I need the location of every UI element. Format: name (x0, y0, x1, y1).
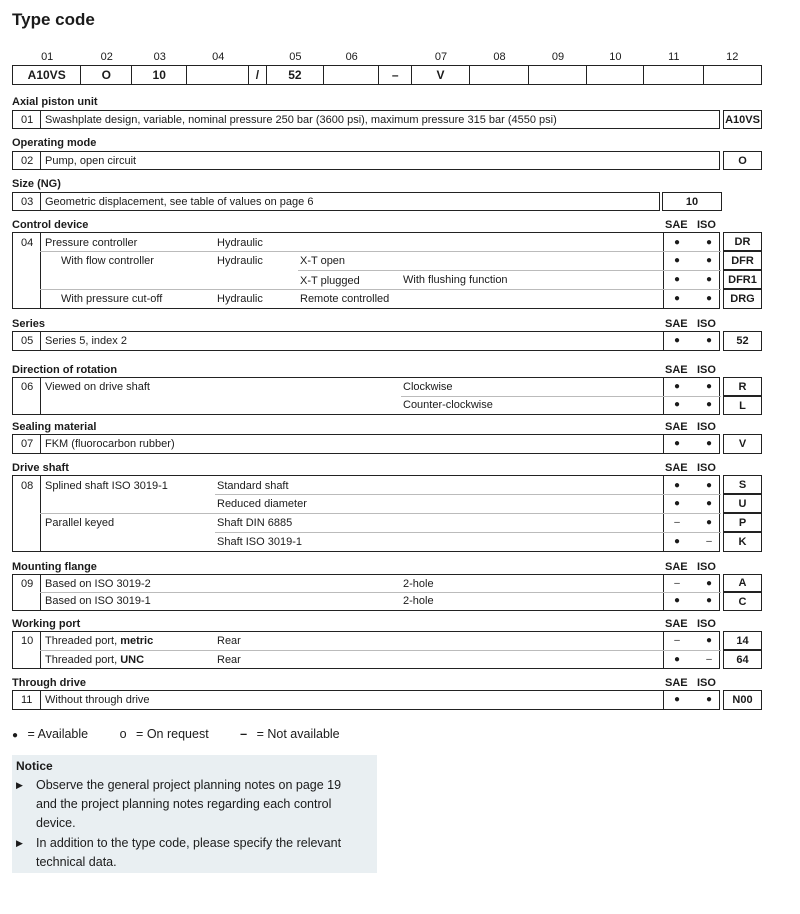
col-sae: SAE (665, 561, 688, 573)
shaft-a: Parallel keyed (45, 517, 115, 529)
row-num: 08 (21, 480, 34, 492)
rotation-desc: Viewed on drive shaft (45, 381, 150, 393)
port-a-text: Threaded port, (45, 635, 121, 647)
type-code-cell: A10VS (13, 66, 81, 84)
section-title-sealing: Sealing material (12, 421, 97, 433)
col-sae: SAE (665, 677, 688, 689)
sae-mark: ● (673, 255, 681, 266)
code-box-series: 52 (723, 331, 762, 351)
series-desc: Series 5, index 2 (45, 335, 127, 347)
iso-mark: ● (705, 517, 713, 528)
axial-desc: Swashplate design, variable, nominal pressure 250 bar (3600 psi), maximum pressure 315 bar (4550 psi) (45, 114, 557, 126)
type-code-cell (324, 66, 379, 84)
sae-mark: ● (673, 498, 681, 509)
code-box-n00: N00 (723, 690, 762, 710)
iso-mark: – (706, 536, 712, 547)
port-b: Rear (217, 635, 241, 647)
shaft-table (12, 475, 720, 552)
type-code-cell: – (379, 66, 412, 84)
sae-mark: ● (673, 293, 681, 304)
row-num: 01 (21, 114, 34, 126)
section-title-rotation: Direction of rotation (12, 364, 118, 376)
iso-mark: ● (705, 335, 713, 346)
sae-mark: – (674, 517, 680, 528)
page-title: Type code (12, 10, 95, 29)
code-box-k: K (723, 532, 762, 552)
section-title-flange: Mounting flange (12, 561, 97, 573)
code-box-a: A (723, 574, 762, 592)
legend-request-symbol: o (119, 727, 127, 741)
position-number: 08 (493, 51, 506, 63)
row-num: 03 (21, 196, 34, 208)
code-box-64: 64 (723, 650, 762, 669)
position-number: 04 (212, 51, 225, 63)
type-code-cell: / (249, 66, 267, 84)
control-b: Hydraulic (217, 293, 263, 305)
section-title-opmode: Operating mode (12, 137, 97, 149)
series-row (12, 331, 720, 351)
sae-mark: ● (673, 694, 681, 705)
col-sae: SAE (665, 219, 688, 231)
port-table (12, 631, 720, 669)
type-code-cell (587, 66, 644, 84)
size-row (12, 192, 660, 211)
port-a-text: Threaded port, (45, 654, 121, 666)
rotation-option: Counter-clockwise (403, 399, 493, 411)
legend-na: = Not available (256, 727, 340, 741)
through-row (12, 690, 720, 710)
col-iso: ISO (697, 421, 716, 433)
position-number: 09 (551, 51, 565, 63)
code-box-drg: DRG (723, 289, 762, 309)
type-code-cell (644, 66, 704, 84)
sae-mark: ● (673, 536, 681, 547)
sealing-row (12, 434, 720, 454)
col-iso: ISO (697, 561, 716, 573)
sae-mark: ● (673, 438, 681, 449)
iso-mark: ● (705, 399, 713, 410)
flange-a: Based on ISO 3019-1 (45, 595, 151, 607)
flange-c: 2-hole (403, 595, 434, 607)
iso-mark: ● (705, 293, 713, 304)
sae-mark: ● (673, 335, 681, 346)
legend-available-symbol: ● (12, 730, 19, 741)
flange-c: 2-hole (403, 578, 434, 590)
code-box-u: U (723, 494, 762, 513)
position-number: 06 (345, 51, 358, 63)
code-box-size: 10 (662, 192, 722, 211)
code-box-sealing: V (723, 434, 762, 454)
legend-request: = On request (136, 727, 209, 741)
shaft-b: Reduced diameter (217, 498, 307, 510)
notice-text: Observe the general project planning notes on page 19 and the project planning notes regarding each control device. (36, 778, 342, 830)
rotation-option: Clockwise (403, 381, 453, 393)
row-num: 02 (21, 155, 34, 167)
position-number: 01 (41, 51, 54, 63)
control-b: Hydraulic (217, 255, 263, 267)
col-iso: ISO (697, 618, 716, 630)
iso-mark: – (706, 654, 712, 665)
notice-title: Notice (16, 759, 53, 773)
row-num: 04 (21, 237, 34, 249)
section-title-control: Control device (12, 219, 89, 231)
sae-mark: ● (673, 595, 681, 606)
type-code-row (12, 65, 762, 85)
sae-mark: ● (673, 654, 681, 665)
control-b: Hydraulic (217, 237, 263, 249)
code-box-p: P (723, 513, 762, 532)
bullet-arrow-icon: ▶ (16, 838, 23, 848)
position-number: 10 (609, 51, 622, 63)
port-b: Rear (217, 654, 241, 666)
col-sae: SAE (665, 462, 688, 474)
legend-na-symbol: – (240, 727, 248, 741)
position-number: 02 (100, 51, 113, 63)
notice-box (12, 755, 377, 873)
code-box-axial: A10VS (723, 110, 762, 129)
sae-mark: ● (673, 381, 681, 392)
section-title-through: Through drive (12, 677, 86, 689)
col-iso: ISO (697, 364, 716, 376)
col-iso: ISO (697, 318, 716, 330)
row-num: 06 (21, 381, 34, 393)
code-box-14: 14 (723, 631, 762, 650)
row-num: 05 (21, 335, 34, 347)
sae-mark: ● (673, 480, 681, 491)
type-code-cell: 52 (267, 66, 324, 84)
position-number: 03 (153, 51, 166, 63)
code-box-opmode: O (723, 151, 762, 170)
control-d: With flushing function (403, 274, 508, 286)
sealing-desc: FKM (fluorocarbon rubber) (45, 438, 175, 450)
type-code-cell (187, 66, 249, 84)
control-c: X-T plugged (300, 275, 360, 287)
legend (12, 727, 340, 741)
iso-mark: ● (705, 438, 713, 449)
port-a-bold: UNC (120, 654, 145, 666)
col-iso: ISO (697, 462, 716, 474)
control-c: X-T open (300, 255, 346, 267)
shaft-b: Shaft ISO 3019-1 (217, 536, 302, 548)
row-num: 11 (21, 694, 33, 706)
flange-table (12, 574, 720, 611)
iso-mark: ● (705, 381, 713, 392)
iso-mark: ● (705, 237, 713, 248)
port-a (45, 635, 153, 647)
shaft-b: Standard shaft (217, 480, 289, 492)
code-box-l: L (723, 396, 762, 415)
section-title-series: Series (12, 318, 46, 330)
code-box-dfr1: DFR1 (723, 270, 762, 289)
shaft-b: Shaft DIN 6885 (217, 517, 293, 529)
type-code-cell: 10 (132, 66, 187, 84)
iso-mark: ● (705, 578, 713, 589)
iso-mark: ● (705, 635, 713, 646)
control-a: Pressure controller (45, 237, 138, 249)
port-a (45, 654, 144, 666)
type-code-cell: V (412, 66, 469, 84)
rotation-table (12, 377, 720, 415)
control-a: With pressure cut-off (61, 293, 163, 305)
code-box-dfr: DFR (723, 251, 762, 270)
row-num: 07 (21, 438, 34, 450)
iso-mark: ● (705, 480, 713, 491)
type-code-cell (704, 66, 761, 84)
row-num: 09 (21, 578, 34, 590)
iso-mark: ● (705, 255, 713, 266)
sae-mark: ● (673, 274, 681, 285)
sae-mark: – (674, 578, 680, 589)
sae-mark: – (674, 635, 680, 646)
iso-mark: ● (705, 694, 713, 705)
shaft-a: Splined shaft ISO 3019-1 (45, 480, 168, 492)
code-box-r: R (723, 377, 762, 396)
position-number: 12 (726, 51, 739, 63)
control-c: Remote controlled (300, 293, 390, 305)
type-code-cell (529, 66, 586, 84)
code-box-s: S (723, 475, 762, 494)
iso-mark: ● (705, 274, 713, 285)
section-title-size: Size (NG) (12, 178, 61, 190)
type-code-cell: O (81, 66, 132, 84)
through-desc: Without through drive (45, 694, 150, 706)
bullet-arrow-icon: ▶ (16, 780, 23, 790)
section-title-port: Working port (12, 618, 81, 630)
port-a-bold: metric (120, 635, 154, 647)
code-box-c: C (723, 592, 762, 611)
legend-available: = Available (27, 727, 89, 741)
axial-row (12, 110, 720, 129)
sae-mark: ● (673, 399, 681, 410)
position-number: 05 (289, 51, 302, 63)
code-box-dr: DR (723, 232, 762, 251)
position-number: 11 (668, 51, 680, 63)
sae-mark: ● (673, 237, 681, 248)
col-iso: ISO (697, 219, 716, 231)
notice-text: In addition to the type code, please specify the relevant technical data. (36, 836, 342, 869)
opmode-desc: Pump, open circuit (45, 155, 137, 167)
position-number: 07 (434, 51, 448, 63)
type-code-cell (470, 66, 530, 84)
col-sae: SAE (665, 318, 688, 330)
col-iso: ISO (697, 677, 716, 689)
control-a: With flow controller (61, 255, 154, 267)
col-sae: SAE (665, 364, 688, 376)
iso-mark: ● (705, 595, 713, 606)
col-sae: SAE (665, 618, 688, 630)
iso-mark: ● (705, 498, 713, 509)
section-title-shaft: Drive shaft (12, 462, 69, 474)
size-desc: Geometric displacement, see table of values on page 6 (45, 196, 314, 208)
opmode-row (12, 151, 720, 170)
control-table (12, 232, 720, 309)
flange-a: Based on ISO 3019-2 (45, 578, 151, 590)
row-num: 10 (21, 635, 34, 647)
col-sae: SAE (665, 421, 688, 433)
section-title-axial: Axial piston unit (12, 96, 98, 108)
